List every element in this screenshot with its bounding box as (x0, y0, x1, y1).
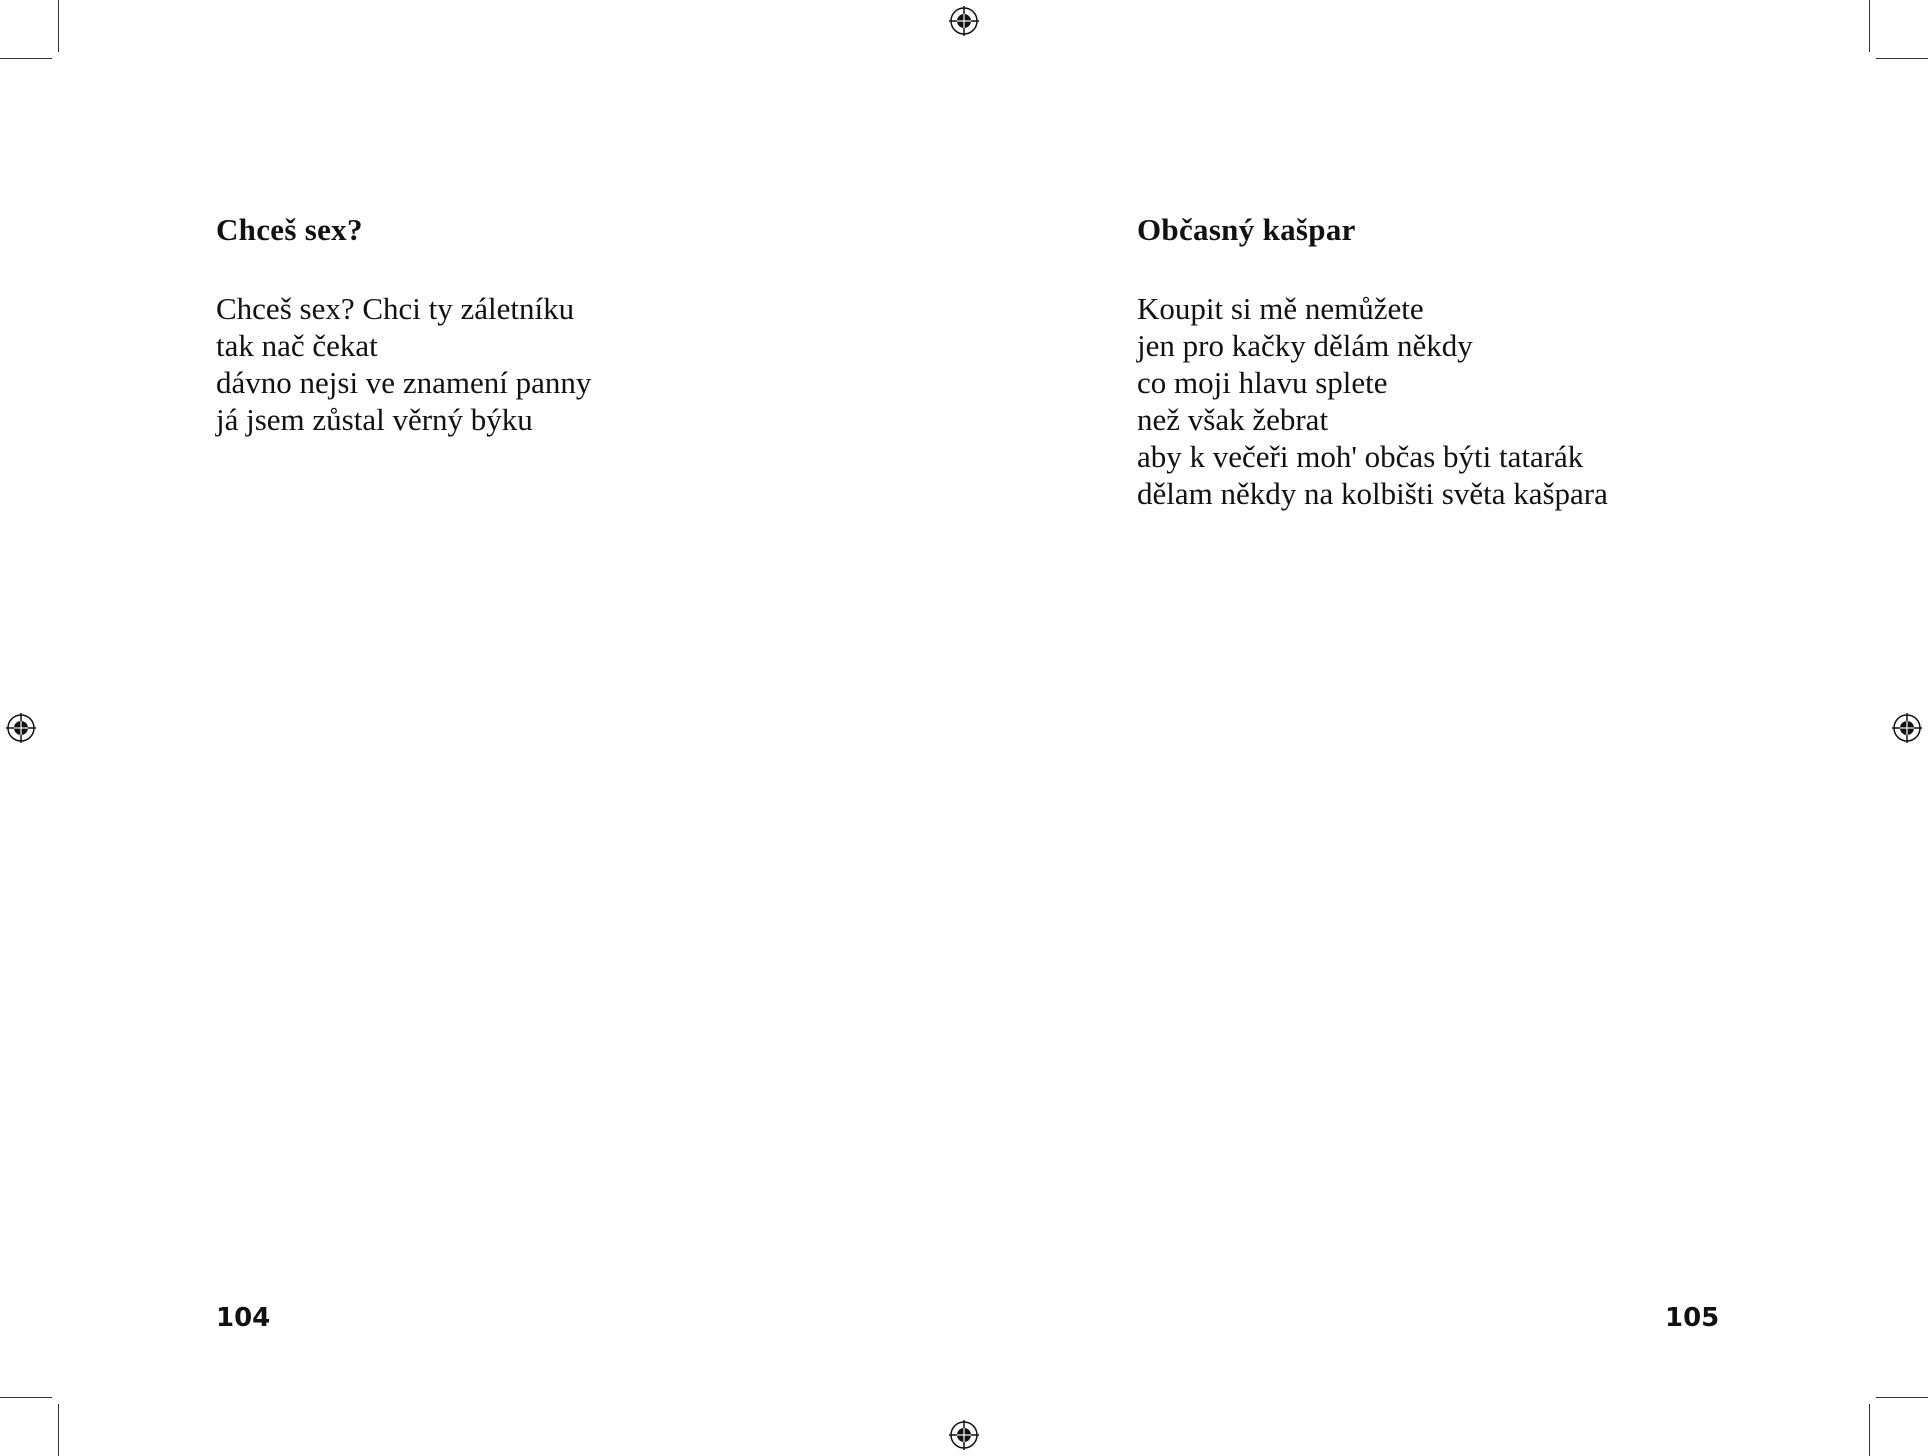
poem (216, 208, 591, 438)
poem-lines (216, 290, 591, 438)
right-page (964, 0, 1928, 1456)
poem-title: Občasný kašpar (1137, 212, 1356, 247)
poem (1137, 208, 1608, 512)
poem-line: já jsem zůstal věrný býku (216, 402, 533, 437)
poem-line: dávno nejsi ve znamení panny (216, 365, 592, 400)
poem-line: jen pro kačky dělám někdy (1137, 328, 1473, 363)
poem-line: Koupit si mě nemůžete (1137, 291, 1424, 326)
poem-line: aby k večeři moh' občas býti tatarák (1137, 439, 1584, 474)
page-number: 105 (1665, 1303, 1720, 1333)
page-number: 104 (216, 1303, 271, 1333)
poem-line: dělam někdy na kolbišti světa kašpara (1137, 476, 1608, 511)
poem-line: tak nač čekat (216, 328, 378, 363)
poem-line: Chceš sex? Chci ty záletníku (216, 291, 575, 326)
poem-line: co moji hlavu splete (1137, 365, 1388, 400)
poem-lines (1137, 290, 1608, 512)
poem-line: než však žebrat (1137, 402, 1329, 437)
poem-title: Chceš sex? (216, 212, 363, 247)
